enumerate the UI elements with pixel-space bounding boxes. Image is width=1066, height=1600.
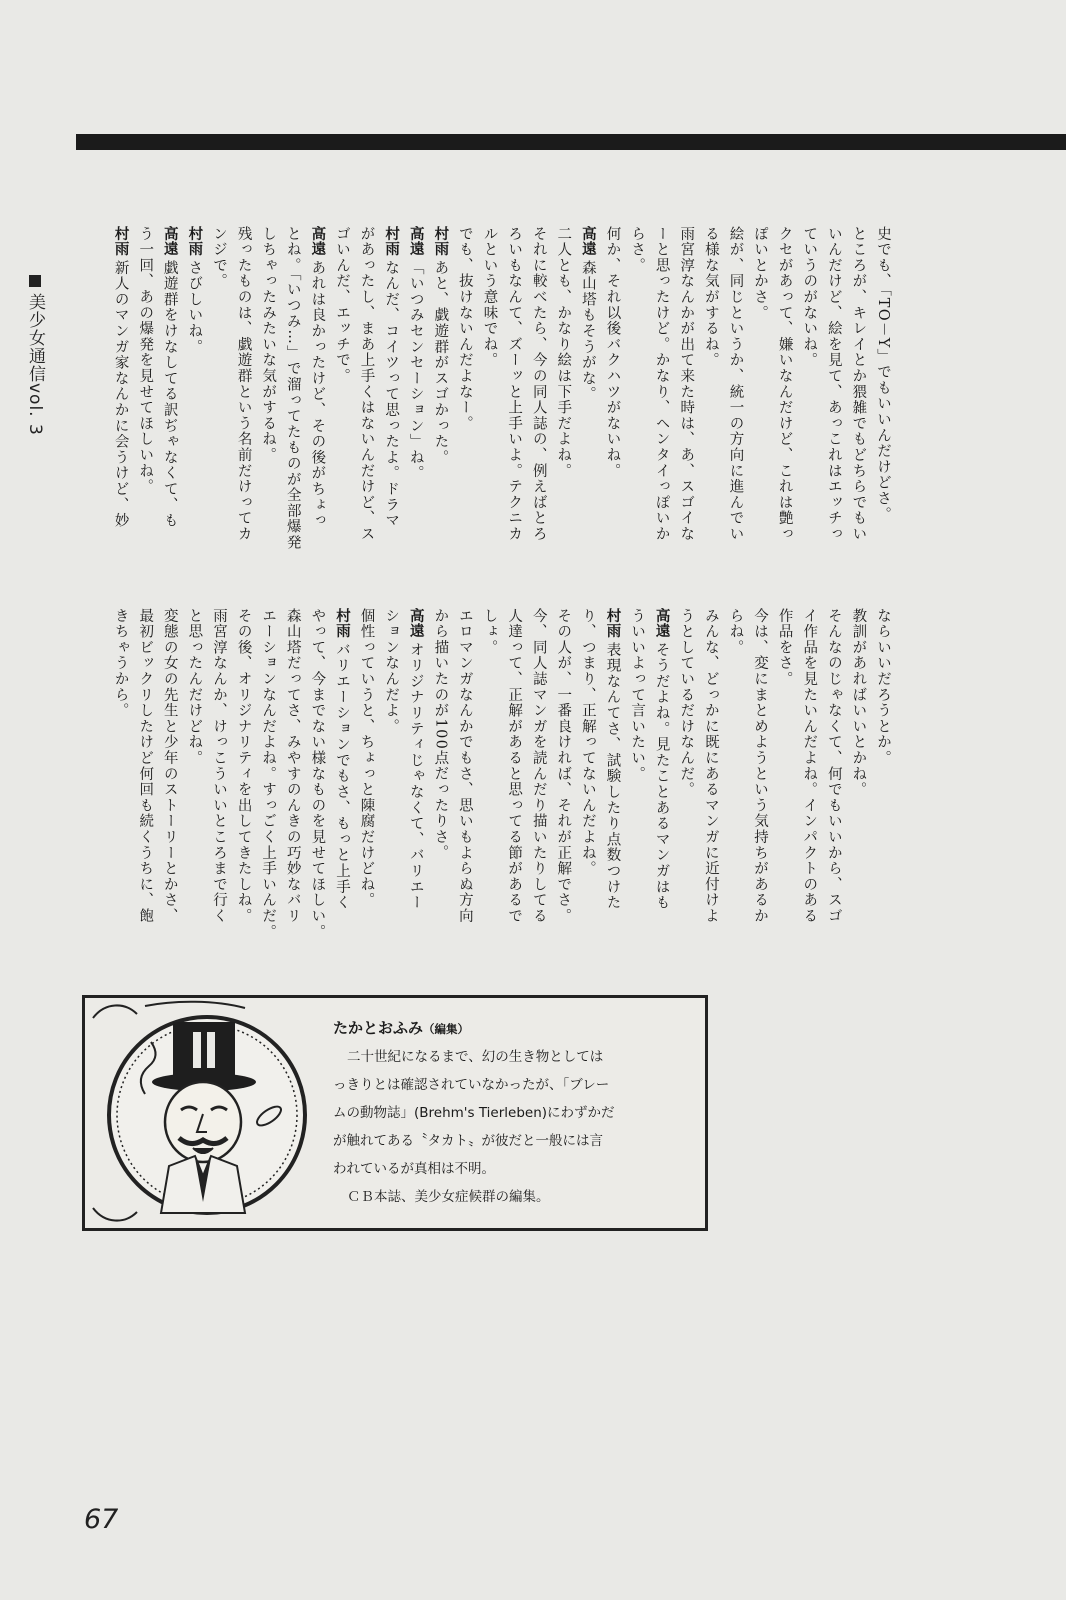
portrait-illustration: [85, 998, 325, 1228]
dialogue-line: [354, 608, 379, 960]
dialogue-line: [674, 608, 699, 960]
line-text: エーションなんだよね。すっごく上手いんだ。: [260, 608, 277, 940]
dialogue-line: [698, 608, 723, 960]
dialogue-line: [821, 608, 846, 960]
dialogue-line: [109, 608, 133, 960]
line-text: 二人とも、かなり絵は下手だよね。: [555, 226, 572, 479]
speaker-label: 村雨: [333, 608, 350, 638]
line-text: しちゃったみたいな気がするね。: [260, 226, 277, 463]
line-text: なんだ、コイツって思ったよ。ドラマ: [383, 260, 400, 529]
speaker-label: 高遠: [579, 226, 596, 256]
dialogue-line: [526, 226, 551, 554]
dialogue-line: [624, 608, 649, 960]
square-bullet-icon: [29, 275, 41, 287]
dialogue-line: [231, 608, 256, 960]
line-text: 個性っていうと、ちょっと陳腐だけどね。: [358, 608, 375, 909]
magazine-sidebar: [18, 275, 48, 435]
dialogue-line: [846, 608, 871, 960]
dialogue-line: [747, 608, 772, 960]
dialogue-line: [206, 226, 231, 554]
dialogue-line: [575, 226, 600, 554]
page-number: 67: [84, 1504, 119, 1535]
dialogue-line: [870, 608, 895, 960]
line-text: いんだけど、絵を見て、あっこれはエッチっ: [825, 226, 842, 542]
line-text: 戯遊群をけなしてる訳ぢゃなくて、も: [161, 260, 178, 529]
dialogue-line: [575, 608, 600, 960]
line-text: 史でも、「TO－Y」でもいいんだけどさ。: [875, 226, 891, 523]
profile-line: が触れてある〝タカト〟が彼だと一般には言: [333, 1133, 603, 1149]
line-text: バリエーションでもさ、もっと上手く: [333, 642, 350, 911]
dialogue-line: [723, 226, 748, 554]
dialogue-line: [772, 226, 797, 554]
dialogue-line: [280, 226, 305, 554]
profile-line: われているが真相は不明。: [333, 1161, 495, 1177]
sidebar-volume: vol. 3: [25, 383, 45, 436]
dialogue-line: [157, 226, 182, 554]
line-text: エロマンガなんかでもさ、思いもよらぬ方向: [456, 608, 473, 924]
dialogue-line: [477, 226, 502, 554]
dialogue-line: [379, 608, 404, 960]
line-text: きちゃうから。: [112, 608, 129, 719]
line-text: みんな、どっかに既にあるマンガに近付けよ: [702, 608, 719, 924]
line-text: 表現なんてさ、試験したり点数つけた: [604, 642, 621, 911]
line-text: 絵が、同じというか、統一の方向に進んでい: [727, 226, 744, 542]
line-text: と思ったんだけどね。: [186, 608, 203, 766]
line-text: 人達って、正解があると思ってる節があるで: [506, 608, 523, 924]
dialogue-line: [502, 226, 527, 554]
line-text: イ作品を見たいんだよね。インパクトのある: [801, 608, 818, 924]
line-text: らね。: [727, 608, 744, 656]
line-text: らさ。: [629, 226, 646, 274]
line-text: ゴいんだ、エッチで。: [333, 226, 350, 384]
line-text: ならいいだろうとか。: [875, 608, 891, 766]
line-text: その後、オリジナリティを出してきたしね。: [235, 608, 252, 924]
dialogue-line: [674, 226, 699, 554]
dialogue-line: [182, 226, 207, 554]
dialogue-line: [329, 608, 354, 960]
speaker-label: 高遠: [161, 226, 178, 256]
dialogue-line: [182, 608, 207, 960]
dialogue-line: [133, 608, 158, 960]
dialogue-line: [428, 608, 453, 960]
line-text: り、つまり、正解ってないんだよね。: [579, 608, 596, 877]
speaker-label: 村雨: [432, 226, 449, 256]
line-text: う一回、あの爆発を見せてほしいね。: [137, 226, 154, 495]
dialogue-line: [452, 226, 477, 554]
line-text: ところが、キレイとか猥雑でもどちらでもい: [850, 226, 867, 542]
profile-box: [82, 995, 708, 1231]
dialogue-line: [379, 226, 404, 554]
dialogue-line: [428, 226, 453, 554]
dialogue-line: [206, 608, 231, 960]
speaker-label: 村雨: [112, 226, 129, 256]
line-text: 新人のマンガ家なんかに会うけど、妙: [112, 260, 129, 529]
line-text: る様な気がするね。: [702, 226, 719, 369]
dialogue-line: [403, 608, 428, 960]
line-text: そうだよね。見たことあるマンガはも: [653, 642, 670, 911]
line-text: ーと思ったけど。かなり、ヘンタイっぽいか: [653, 226, 670, 542]
dialogue-line: [723, 608, 748, 960]
speaker-label: 村雨: [604, 608, 621, 638]
line-text: ンジで。: [210, 226, 227, 290]
line-text: 「いつみセンセーション」ね。: [407, 260, 424, 482]
dialogue-line: [502, 608, 527, 960]
speaker-label: 高遠: [653, 608, 670, 638]
line-text: 作品をさ。: [776, 608, 793, 687]
line-text: 雨宮淳なんか、けっこういいところまで行く: [210, 608, 227, 924]
line-text: 森山塔だってさ、みやすのんきの巧妙なバリ: [284, 608, 301, 924]
dialogue-line: [698, 226, 723, 554]
line-text: から描いたのが100点だったりさ。: [432, 608, 449, 861]
dialogue-line: [157, 608, 182, 960]
line-text: でも、抜けないんだよなー。: [456, 226, 473, 432]
dialogue-line: [231, 226, 256, 554]
dialogue-line: [329, 226, 354, 554]
dialogue-line: [133, 226, 158, 554]
sidebar-title: 美少女通信: [25, 293, 45, 383]
line-text: 残ったものは、戯遊群という名前だけってカ: [235, 226, 252, 542]
line-text: ルという意味でね。: [481, 226, 498, 369]
speaker-label: 村雨: [186, 226, 203, 256]
line-text: それに較べたら、今の同人誌の、例えばとろ: [530, 226, 547, 542]
line-text: 雨宮淳なんかが出て来た時は、あ、スゴイな: [678, 226, 695, 542]
line-text: 今、同人誌マンガを読んだり描いたりしてる: [530, 608, 547, 924]
dialogue-line: [797, 226, 822, 554]
dialogue-line: [551, 608, 576, 960]
line-text: があったし、まあ上手くはないんだけど、ス: [358, 226, 375, 542]
line-text: クセがあって、嫌いなんだけど、これは艶っ: [776, 226, 793, 542]
line-text: 何か、それ以後バクハツがないね。: [604, 226, 621, 479]
dialogue-line: [772, 608, 797, 960]
dialogue-line: [403, 226, 428, 554]
dialogue-block-lower: [109, 608, 895, 960]
dialogue-line: [109, 226, 133, 554]
line-text: オリジナリティじゃなくて、バリエー: [407, 642, 424, 911]
dialogue-line: [600, 226, 625, 554]
line-text: そんなのじゃなくて、何でもいいから、スゴ: [825, 608, 842, 924]
dialogue-block-upper: [109, 226, 895, 554]
line-text: ていうのがないね。: [801, 226, 818, 369]
line-text: ぽいとかさ。: [752, 226, 769, 321]
line-text: ションなんだよ。: [383, 608, 400, 735]
dialogue-line: [821, 226, 846, 554]
dialogue-line: [797, 608, 822, 960]
profile-text: [333, 1014, 703, 1211]
dialogue-line: [624, 226, 649, 554]
dialogue-line: [649, 608, 674, 960]
profile-role: （編集）: [423, 1022, 470, 1036]
line-text: ろいもなんて、ズーッと上手いよ。テクニカ: [506, 226, 523, 542]
dialogue-line: [256, 608, 281, 960]
profile-body: [333, 1043, 703, 1211]
dialogue-line: [526, 608, 551, 960]
profile-line: 二十世紀になるまで、幻の生き物としては: [347, 1049, 604, 1065]
line-text: やって、今までない様なものを見せてほしい。: [309, 608, 326, 940]
line-text: 森山塔もそうがな。: [579, 260, 596, 403]
line-text: その人が、一番良ければ、それが正解でさ。: [555, 608, 572, 924]
dialogue-line: [280, 608, 305, 960]
profile-line: ＣＢ本誌、美少女症候群の編集。: [347, 1189, 550, 1205]
profile-line: ムの動物誌」(Brehm's Tierleben)にわずかだ: [333, 1105, 615, 1121]
dialogue-line: [256, 226, 281, 554]
profile-heading: [333, 1014, 703, 1043]
line-text: あれは良かったけど、その後がちょっ: [309, 260, 326, 529]
speaker-label: 村雨: [383, 226, 400, 256]
dialogue-line: [846, 226, 871, 554]
line-text: 今は、変にまとめようという気持ちがあるか: [752, 608, 769, 924]
line-text: とね。「いつみ…」で溜ってたものが全部爆発: [284, 226, 301, 551]
line-text: 教訓があればいいとかね。: [850, 608, 867, 798]
line-text: しょ。: [481, 608, 498, 656]
dialogue-line: [452, 608, 477, 960]
line-text: 最初ビックリしたけど何回も続くうちに、飽: [137, 608, 154, 924]
line-text: ういいよって言いたい。: [629, 608, 646, 782]
dialogue-line: [747, 226, 772, 554]
line-text: あと、戯遊群がスゴかった。: [432, 260, 449, 466]
dialogue-line: [600, 608, 625, 960]
profile-line: っきりとは確認されていなかったが、「ブレー: [333, 1077, 610, 1093]
dialogue-line: [551, 226, 576, 554]
dialogue-line: [305, 608, 330, 960]
line-text: さびしいね。: [186, 260, 203, 355]
speaker-label: 高遠: [407, 608, 424, 638]
dialogue-line: [649, 226, 674, 554]
dialogue-line: [870, 226, 895, 554]
dialogue-line: [305, 226, 330, 554]
speaker-label: 高遠: [309, 226, 326, 256]
line-text: うとしているだけなんだ。: [678, 608, 695, 798]
profile-name: たかとおふみ: [333, 1019, 424, 1037]
line-text: 変態の女の先生と少年のストーリーとかさ、: [161, 608, 178, 924]
dialogue-line: [354, 226, 379, 554]
top-rule: [76, 134, 1066, 150]
dialogue-line: [477, 608, 502, 960]
speaker-label: 高遠: [407, 226, 424, 256]
